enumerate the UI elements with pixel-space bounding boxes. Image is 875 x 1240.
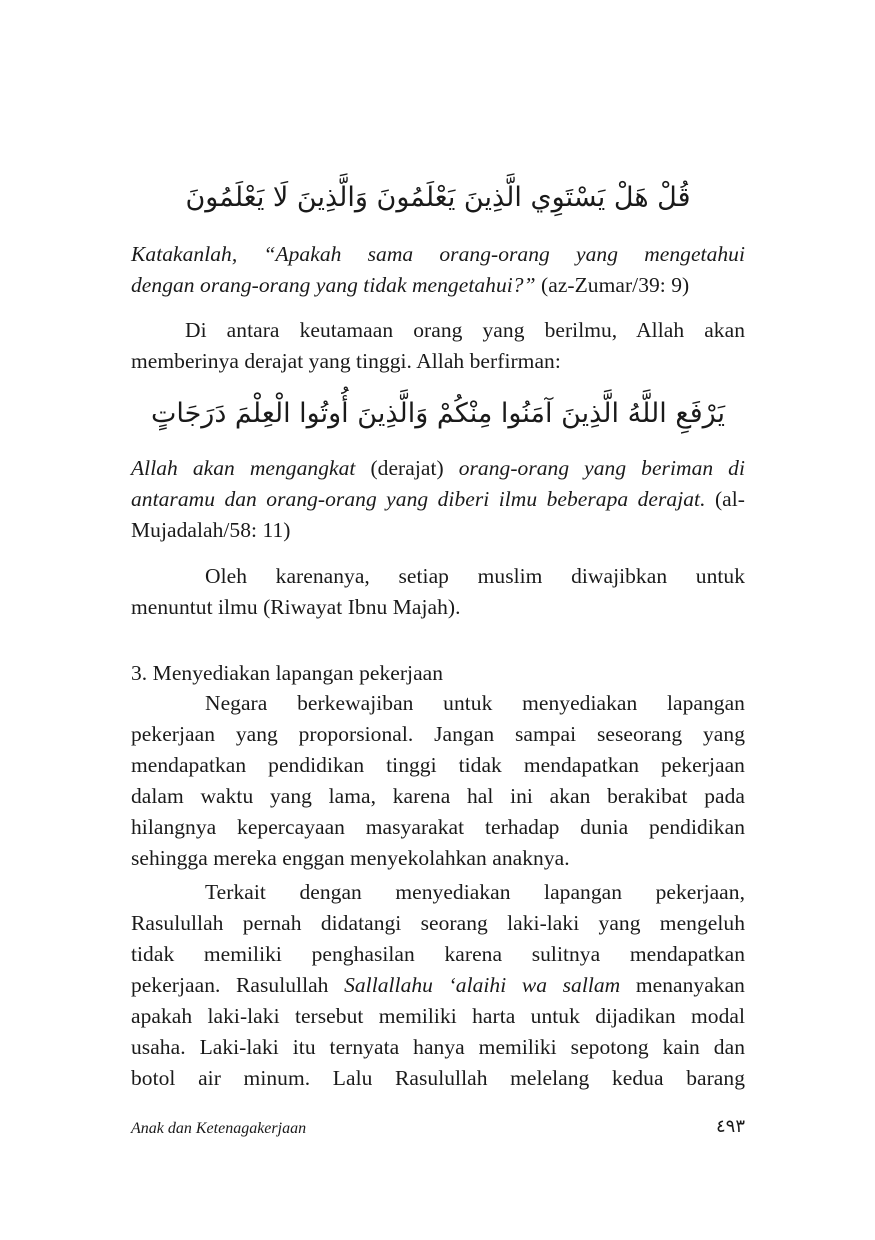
paragraph-line bbox=[131, 970, 745, 1001]
paragraph-line: dalam waktu yang lama, karena hal ini akan berakibat pada bbox=[131, 784, 745, 808]
paragraph-text: pekerjaan. Rasulullah bbox=[131, 973, 345, 997]
verse-1-translation bbox=[131, 239, 745, 301]
translation-parenthetical: (derajat) bbox=[370, 456, 444, 480]
translation-line bbox=[131, 484, 745, 515]
paragraph-line: usaha. Laki-laki itu ternyata hanya memiliki sepotong kain dan bbox=[131, 1035, 745, 1059]
paragraph-obligation-to-seek-knowledge bbox=[131, 561, 745, 623]
paragraph-line: hilangnya kepercayaan masyarakat terhadap dunia pendidikan bbox=[131, 815, 745, 839]
paragraph-line: sehingga mereka enggan menyekolahkan anaknya. bbox=[131, 846, 570, 870]
paragraph-line: memberinya derajat yang tinggi. Allah berfirman: bbox=[131, 349, 561, 373]
paragraph-employment bbox=[131, 688, 745, 874]
paragraph-line: Di antara keutamaan orang yang berilmu, Allah akan bbox=[185, 318, 745, 342]
footer-book-title: Anak dan Ketenagakerjaan bbox=[131, 1120, 307, 1137]
translation-text: Allah akan mengangkat bbox=[131, 456, 371, 480]
paragraph-text: menanyakan bbox=[620, 973, 745, 997]
paragraph-virtue-of-knowledge bbox=[131, 315, 745, 377]
translation-text: dengan orang-orang yang tidak mengetahui?” bbox=[131, 273, 536, 297]
paragraph-line: Terkait dengan menyediakan lapangan pekerjaan, bbox=[205, 880, 745, 904]
verse-2-translation bbox=[131, 453, 745, 546]
paragraph-line: Rasulullah pernah didatangi seorang laki-laki yang mengeluh bbox=[131, 911, 745, 935]
document-page bbox=[131, 0, 745, 1240]
verse-citation: (az-Zumar/39: 9) bbox=[535, 273, 690, 297]
salutation-text: Sallallahu ‘alaihi wa sallam bbox=[344, 973, 621, 997]
translation-text: orang-orang yang beriman di bbox=[443, 456, 745, 480]
footer-page-number: ٤٩٣ bbox=[715, 1116, 745, 1137]
paragraph-line: botol air minum. Lalu Rasulullah melelang kedua barang bbox=[131, 1066, 745, 1090]
verse-citation: (al- bbox=[705, 487, 745, 511]
translation-line: Katakanlah, “Apakah sama orang-orang yang mengetahui bbox=[131, 242, 745, 266]
translation-text: antaramu dan orang-orang yang diberi ilmu beberapa derajat. bbox=[131, 487, 706, 511]
translation-line: Mujadalah/58: 11) bbox=[131, 518, 291, 542]
paragraph-rasulullah-story bbox=[131, 877, 745, 1094]
quran-verse-al-mujadalah: يَرْفَعِ اللَّهُ الَّذِينَ آمَنُوا مِنْكُمْ وَالَّذِينَ أُوتُوا الْعِلْمَ دَرَجَاتٍ bbox=[150, 398, 726, 429]
section-heading bbox=[131, 658, 745, 689]
section-heading-text: 3. Menyediakan lapangan pekerjaan bbox=[131, 661, 444, 685]
translation-line bbox=[131, 453, 745, 484]
paragraph-line: Negara berkewajiban untuk menyediakan lapangan bbox=[205, 691, 745, 715]
paragraph-line: apakah laki-laki tersebut memiliki harta untuk dijadikan modal bbox=[131, 1004, 745, 1028]
quran-verse-az-zumar: قُلْ هَلْ يَسْتَوِي الَّذِينَ يَعْلَمُونَ وَالَّذِينَ لَا يَعْلَمُونَ bbox=[185, 182, 691, 213]
paragraph-line: pekerjaan yang proporsional. Jangan sampai seseorang yang bbox=[131, 722, 745, 746]
paragraph-line: tidak memiliki penghasilan karena sulitnya mendapatkan bbox=[131, 942, 745, 966]
paragraph-line: Oleh karenanya, setiap muslim diwajibkan untuk bbox=[205, 564, 745, 588]
translation-line bbox=[131, 270, 745, 301]
paragraph-line: menuntut ilmu (Riwayat Ibnu Majah). bbox=[131, 595, 461, 619]
paragraph-line: mendapatkan pendidikan tinggi tidak mendapatkan pekerjaan bbox=[131, 753, 745, 777]
